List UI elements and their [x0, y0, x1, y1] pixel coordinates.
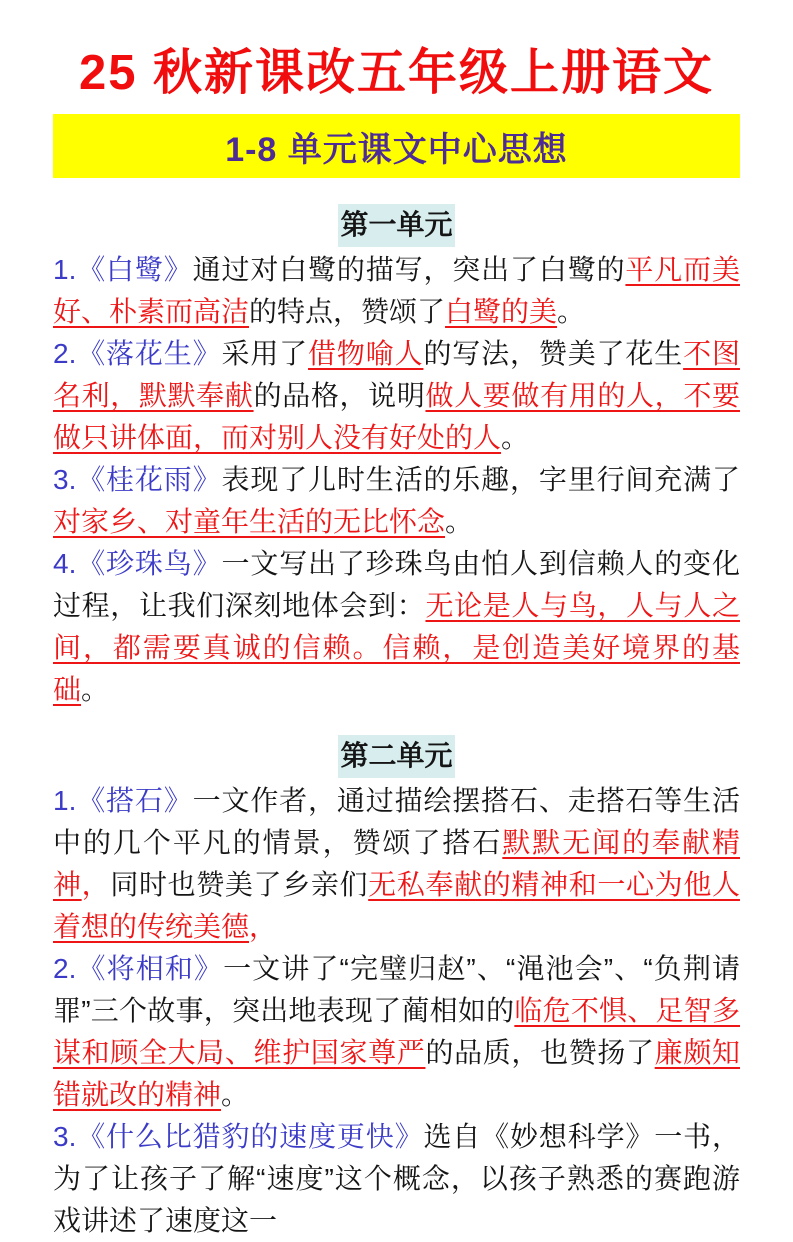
text-segment-black: 。: [81, 674, 110, 705]
text-segment-black: 同时也赞美了乡亲们: [110, 869, 369, 900]
text-segment-black: 一文写出了珍珠鸟由怕人到信赖人的变化过程，让我们深刻地体会到：: [53, 548, 740, 621]
text-segment-red: 无论是人与鸟，人与人之间，都需要真诚的信赖。信赖，是创造美好境界的基础: [53, 590, 740, 705]
text-segment-black: 。: [557, 296, 586, 327]
text-segment-black: 采用了: [221, 338, 309, 369]
document-body: [53, 204, 740, 1242]
text-segment-blue: 2.《将相和》: [53, 953, 224, 984]
text-segment-black: 的品格，说明: [253, 380, 426, 411]
text-segment-blue: 1.《白鹭》: [53, 254, 193, 285]
lesson-summary-jiangxianghe: [53, 948, 740, 1116]
unit-2-heading: [53, 735, 740, 778]
lesson-summary-luohuasheng: [53, 333, 740, 459]
page-title: 25 秋新课改五年级上册语文: [78, 46, 715, 100]
text-segment-red: 对家乡、对童年生活的无比怀念: [53, 506, 446, 537]
text-segment-black: 的写法，赞美了花生: [423, 338, 684, 369]
unit-1-heading-text: 第一单元: [338, 204, 454, 247]
text-segment-black: 。: [445, 506, 474, 537]
lesson-summary-dashi: [53, 780, 740, 948]
text-segment-red: 不图名利，默默奉献: [53, 338, 740, 411]
text-segment-black: 一文作者，通过描绘摆搭石、走搭石等生活中的几个平凡的情景，赞颂了搭石: [53, 785, 740, 858]
unit-1-paragraphs: [53, 249, 740, 711]
text-segment-red: 白鹭的美: [445, 296, 558, 327]
text-segment-red: 无私奉献的精神和一心为他人着想的传统美德: [53, 869, 740, 942]
text-segment-red-plain: ，: [81, 869, 111, 900]
text-segment-red-plain: ，: [249, 911, 278, 942]
lesson-summary-liebao: [53, 1116, 740, 1242]
text-segment-black: 表现了儿时生活的乐趣，字里行间充满了: [221, 464, 740, 495]
text-segment-blue: 2.《落花生》: [53, 338, 222, 369]
text-segment-red: 平凡而美好、朴素而高洁: [53, 254, 740, 327]
text-segment-black: 的特点，赞颂了: [249, 296, 446, 327]
text-segment-blue: 3.《桂花雨》: [53, 464, 222, 495]
text-segment-blue: 1.《搭石》: [53, 785, 193, 816]
text-segment-red: 临危不惧、足智多谋和顾全大局、维护国家尊严: [53, 995, 740, 1068]
subtitle-banner: [53, 114, 740, 178]
text-segment-blue: 4.《珍珠鸟》: [53, 548, 222, 579]
lesson-summary-guihuayu: [53, 459, 740, 543]
subtitle-text: 1-8 单元课文中心思想: [225, 130, 568, 169]
unit-section-2: [53, 735, 740, 1242]
document-page: [0, 46, 793, 1236]
text-segment-black: 通过对白鹭的描写，突出了白鹭的: [192, 254, 626, 285]
text-segment-red: 借物喻人: [308, 338, 424, 369]
text-segment-red: 廉颇知错就改的精神: [53, 1037, 740, 1110]
text-segment-black: 的品质，也赞扬了: [425, 1037, 655, 1068]
text-segment-red: 做人要做有用的人，不要做只讲体面，而对别人没有好处的人: [53, 380, 740, 453]
text-segment-black: 一文讲了“完璧归赵”、“渑池会”、“负荆请罪”三个故事，突出地表现了蔺相如的: [53, 953, 741, 1026]
text-segment-black: 。: [221, 1079, 250, 1110]
lesson-summary-bailu: [53, 249, 740, 333]
unit-2-heading-text: 第二单元: [338, 735, 454, 778]
unit-section-1: [53, 204, 740, 711]
text-segment-red: 默默无闻的奉献精神: [53, 827, 740, 900]
unit-2-paragraphs: [53, 780, 740, 1242]
lesson-summary-zhenzhuniao: [53, 543, 740, 711]
unit-1-heading: [53, 204, 740, 247]
text-segment-blue: 3.《什么比猎豹的速度更快》: [53, 1121, 424, 1152]
text-segment-black: 。: [501, 422, 530, 453]
text-segment-black: 选自《妙想科学》一书，为了让孩子了解“速度”这个概念，以孩子熟悉的赛跑游戏讲述了速度这一: [53, 1121, 740, 1236]
